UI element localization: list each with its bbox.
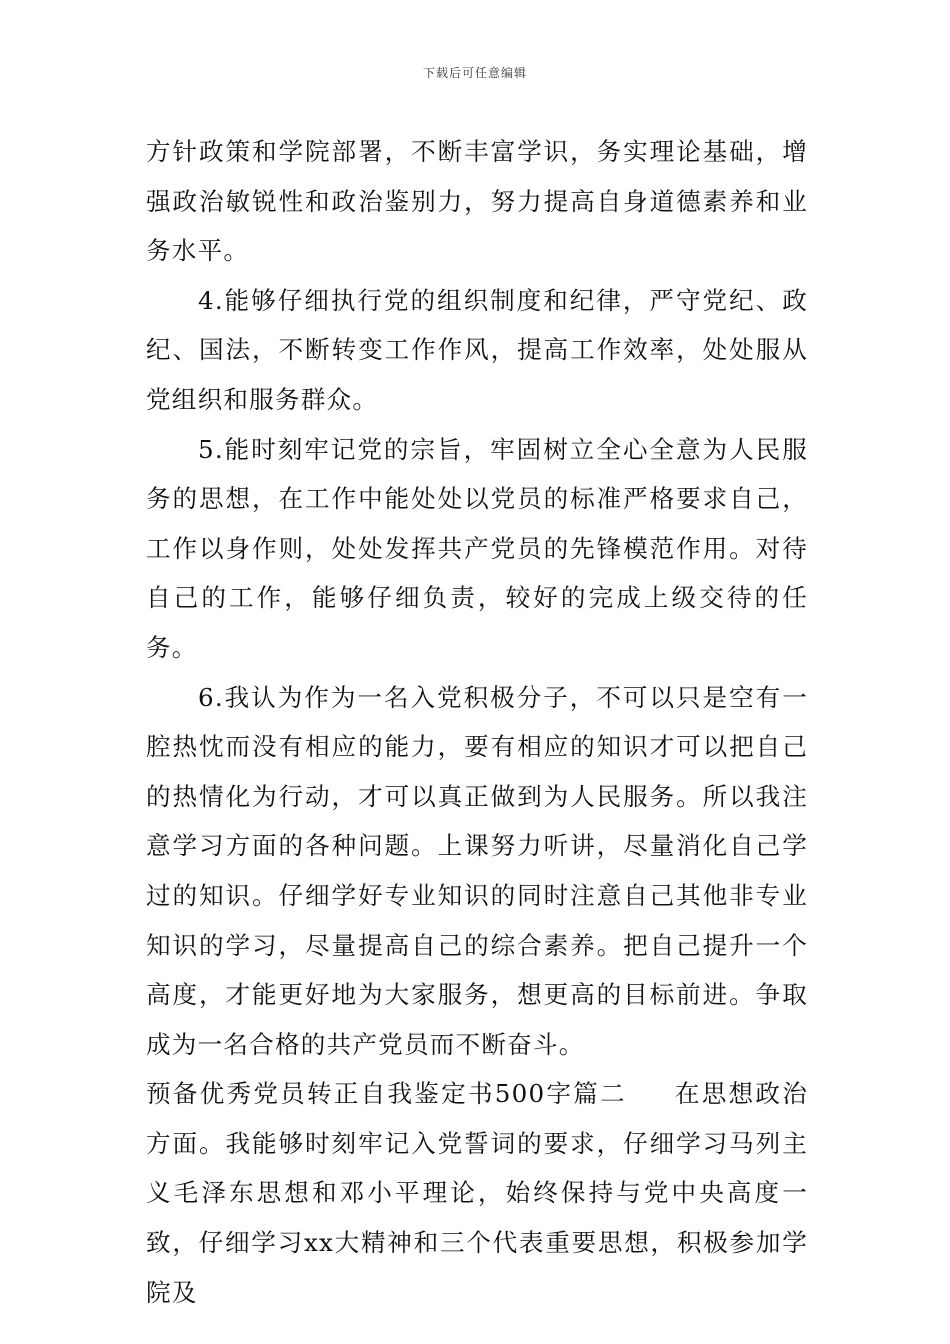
section-two bbox=[146, 1069, 808, 1317]
paragraph-item-6: 6.我认为作为一名入党积极分子，不可以只是空有一腔热忱而没有相应的能力，要有相应的知识才可以把自己的热情化为行动，才可以真正做到为人民服务。所以我注意学习方面的各种问题。上课努力听讲，尽量消化自己学过的知识。仔细学好专业知识的同时注意自己其他非专业知识的学习，尽量提高自己的综合素养。把自己提升一个高度，才能更好地为大家服务，想更高的目标前进。争取成为一名合格的共产党员而不断奋斗。 bbox=[146, 682, 808, 1059]
paragraph-item-4: 4.能够仔细执行党的组织制度和纪律，严守党纪、政纪、国法，不断转变工作作风，提高工作效率，处处服从党组织和服务群众。 bbox=[146, 285, 808, 414]
page-header: 下载后可任意编辑 bbox=[422, 66, 527, 80]
section-text: 在思想政治方面。我能够时刻牢记入党誓词的要求，仔细学习马列主义毛泽东思想和邓小平理论，始终保持与党中央高度一致，仔细学习xx大精神和三个代表重要思想，积极参加学院及 bbox=[146, 1079, 808, 1307]
document-body bbox=[146, 127, 808, 1317]
section-title: 预备优秀党员转正自我鉴定书500字篇二 bbox=[146, 1079, 627, 1109]
paragraph-continuation: 方针政策和学院部署，不断丰富学识，务实理论基础，增强政治敏锐性和政治鉴别力，努力提高自身道德素养和业务水平。 bbox=[146, 137, 808, 266]
paragraph-item-5: 5.能时刻牢记党的宗旨，牢固树立全心全意为人民服务的思想，在工作中能处处以党员的标准严格要求自己，工作以身作则，处处发挥共产党员的先锋模范作用。对待自己的工作，能够仔细负责，较好的完成上级交待的任务。 bbox=[146, 434, 808, 662]
